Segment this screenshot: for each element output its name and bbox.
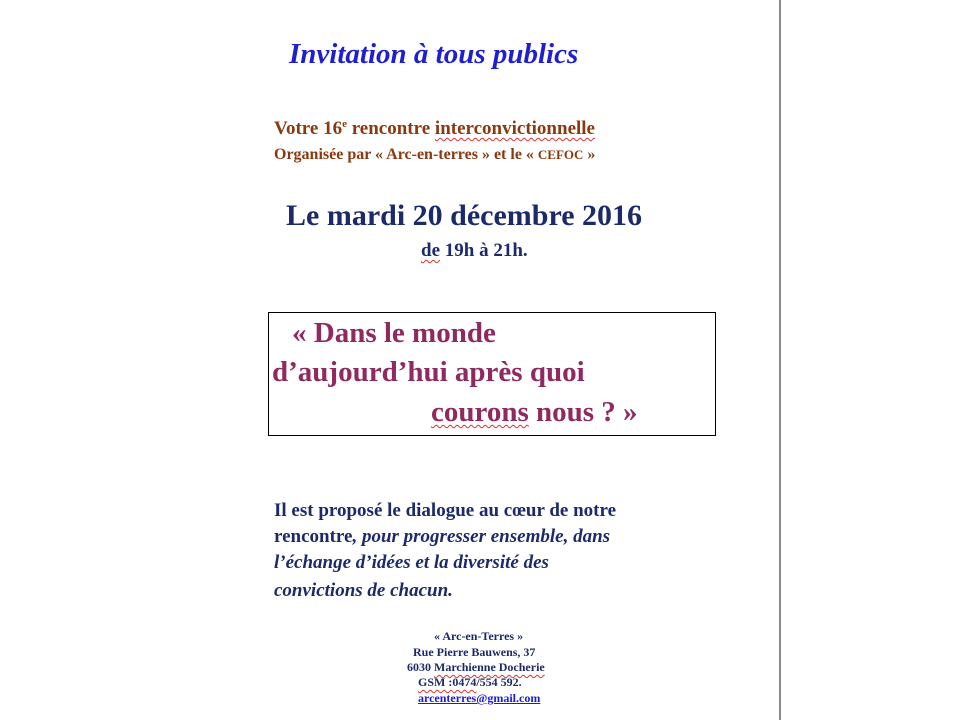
phone-area: 0474 xyxy=(452,675,477,689)
body-line-1: Il est proposé le dialogue au cœur de notre xyxy=(274,500,617,521)
organizer-prefix: Organisée par « Arc-en-terres » et le « xyxy=(274,146,538,163)
meeting-prefix: Votre 16 xyxy=(274,118,343,139)
page-edge-divider xyxy=(779,0,781,720)
meeting-highlight: interconvictionnelle xyxy=(434,118,595,139)
body-line-2-italic: , pour progresser ensemble, dans xyxy=(352,526,611,547)
time-word: de xyxy=(421,240,440,261)
organizer-line xyxy=(274,146,595,164)
quote-line-3-rest: nous ? » xyxy=(528,396,638,428)
phone-rest: /554 592. xyxy=(476,675,522,689)
address-street: Rue Pierre Bauwens, 37 xyxy=(413,645,536,659)
meeting-line xyxy=(274,118,595,140)
address-city: Marchienne Docherie xyxy=(434,660,545,674)
address-name: « Arc-en-Terres » xyxy=(434,629,524,643)
organizer-acronym: CEFOC xyxy=(537,147,584,162)
time-rest: 19h à 21h. xyxy=(440,240,528,261)
event-time xyxy=(421,240,528,262)
body-line-2-plain: rencontre xyxy=(274,526,353,547)
address-postcode: 6030 xyxy=(407,660,434,674)
quote-line-3-word: courons xyxy=(431,396,529,428)
quote-line-3 xyxy=(431,396,638,429)
body-line-3: l’échange d’idées et la diversité des xyxy=(274,552,549,573)
meeting-middle: rencontre xyxy=(346,118,435,139)
event-date: Le mardi 20 décembre 2016 xyxy=(286,199,643,232)
address-city-line xyxy=(407,660,545,675)
invitation-title: Invitation à tous publics xyxy=(289,38,579,70)
quote-line-2: d’aujourd’hui après quoi xyxy=(272,356,585,388)
body-line-2 xyxy=(274,526,610,548)
quote-line-1: « Dans le monde xyxy=(292,317,496,349)
body-line-4: convictions de chacun. xyxy=(274,580,453,601)
phone-label: GSM : xyxy=(418,675,453,689)
meeting-ordinal: e xyxy=(342,118,347,130)
email-link[interactable]: arcenterres@gmail.com xyxy=(418,691,541,705)
address-phone-line xyxy=(418,675,522,690)
organizer-suffix: » xyxy=(583,146,596,163)
